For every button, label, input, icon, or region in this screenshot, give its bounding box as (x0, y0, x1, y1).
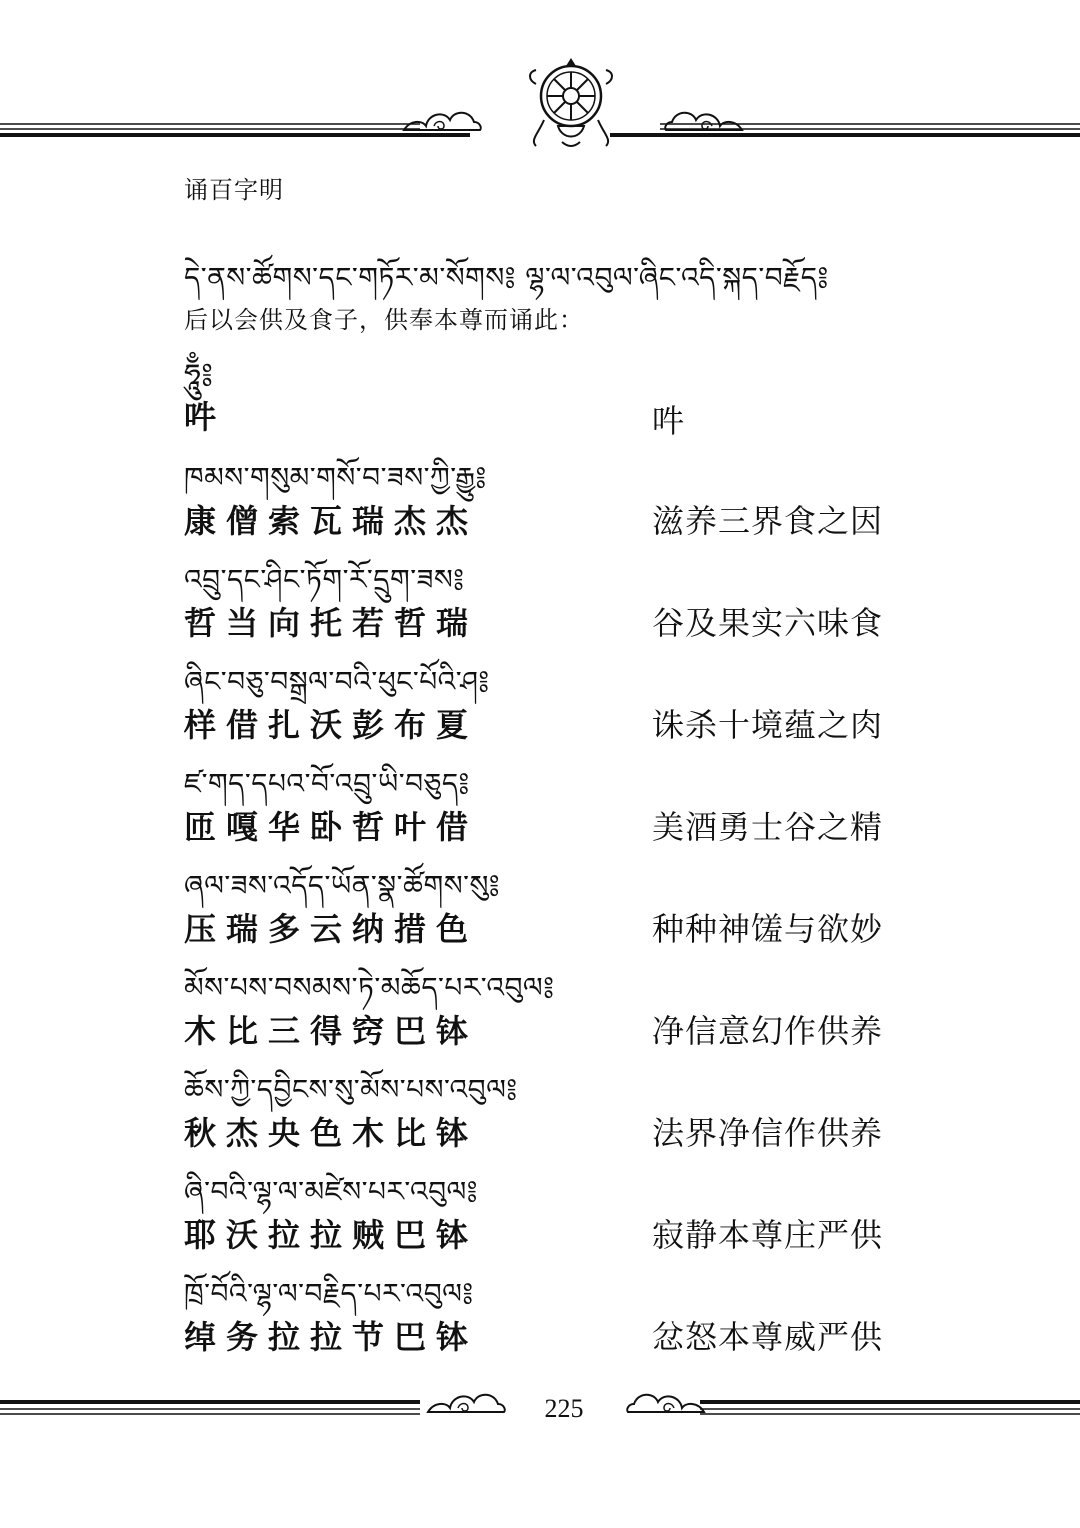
translation-line: 寂静本尊庄严供 (652, 1216, 884, 1254)
pronunciation-line: 样借扎沃彭布夏 (184, 706, 479, 744)
tibetan-line: ཞི་བའི་ལྷ་ལ་མཛེས་པར་འབུལ༔ (184, 1175, 478, 1208)
page-number: 225 (544, 1394, 584, 1423)
tibetan-line: ཞལ་ཟས་འདོད་ཡོན་སྣ་ཚོགས་སུ༔ (184, 869, 501, 902)
cloud-ornament-bottom-left-icon (424, 1384, 508, 1418)
tibetan-line: མོས་པས་བསམས་ཏེ་མཆོད་པར་འབུལ༔ (184, 971, 555, 1004)
translation-line: 诛杀十境蕴之肉 (652, 706, 884, 744)
tibetan-line: ཁྲོ་བོའི་ལྷ་ལ་བརྗིད་པར་འབུལ༔ (184, 1277, 474, 1310)
tibetan-line: ཞིང་བཅུ་བསྒྲལ་བའི་ཕུང་པོའི་ཤ༔ (184, 665, 490, 698)
running-title: 诵百字明 (184, 176, 284, 204)
seed-syllable-hum: ཧཱུྃ༔ (184, 358, 214, 393)
translation-line: 滋养三界食之因 (652, 502, 884, 540)
translation-line: 种种神馐与欲妙 (652, 910, 884, 948)
pronunciation-line: 绰务拉拉节巴钵 (184, 1318, 479, 1356)
pronunciation-line: 耶沃拉拉贼巴钵 (184, 1216, 479, 1254)
tibetan-line: ཛ་གད་དཔའ་བོ་འབྲུ་ཡི་བཅུད༔ (184, 767, 470, 800)
translation-line: 美酒勇士谷之精 (652, 808, 884, 846)
dharma-wheel-icon (524, 54, 618, 154)
tibetan-line: ཁམས་གསུམ་གསོ་བ་ཟས་ཀྱི་རྒྱུ༔ (184, 461, 487, 494)
pronunciation-line: 康僧索瓦瑞杰杰 (184, 502, 479, 540)
translation-line: 忿怒本尊威严供 (652, 1318, 884, 1356)
translation-line: 谷及果实六味食 (652, 604, 884, 642)
intro-chinese-note: 后以会供及食子，供奉本尊而诵此： (184, 306, 584, 334)
tibetan-line: ཆོས་ཀྱི་དབྱིངས་སུ་མོས་པས་འབུལ༔ (184, 1073, 518, 1106)
translation-line: 法界净信作供养 (652, 1114, 884, 1152)
pronunciation-line: 吽 (184, 398, 227, 436)
pronunciation-line: 哲当向托若哲瑞 (184, 604, 479, 642)
translation-line: 净信意幻作供养 (652, 1012, 884, 1050)
cloud-ornament-left-icon (400, 102, 484, 136)
pronunciation-line: 木比三得窍巴钵 (184, 1012, 479, 1050)
cloud-ornament-bottom-right-icon (624, 1384, 708, 1418)
pronunciation-line: 匝嘎华卧哲叶借 (184, 808, 479, 846)
pronunciation-line: 压瑞多云纳措色 (184, 910, 479, 948)
translation-line: 吽 (652, 402, 686, 440)
tibetan-line: འབྲུ་དང་ཤིང་ཏོག་རོ་དྲུག་ཟས༔ (184, 563, 465, 596)
cloud-ornament-right-icon (662, 102, 746, 136)
intro-tibetan-line: དེ་ནས་ཚོགས་དང་གཏོར་མ་སོགས༔ ལྷ་ལ་འབུལ་ཞིང་འདི་སྐད་བརྗོད༔ (184, 261, 829, 294)
pronunciation-line: 秋杰央色木比钵 (184, 1114, 479, 1152)
